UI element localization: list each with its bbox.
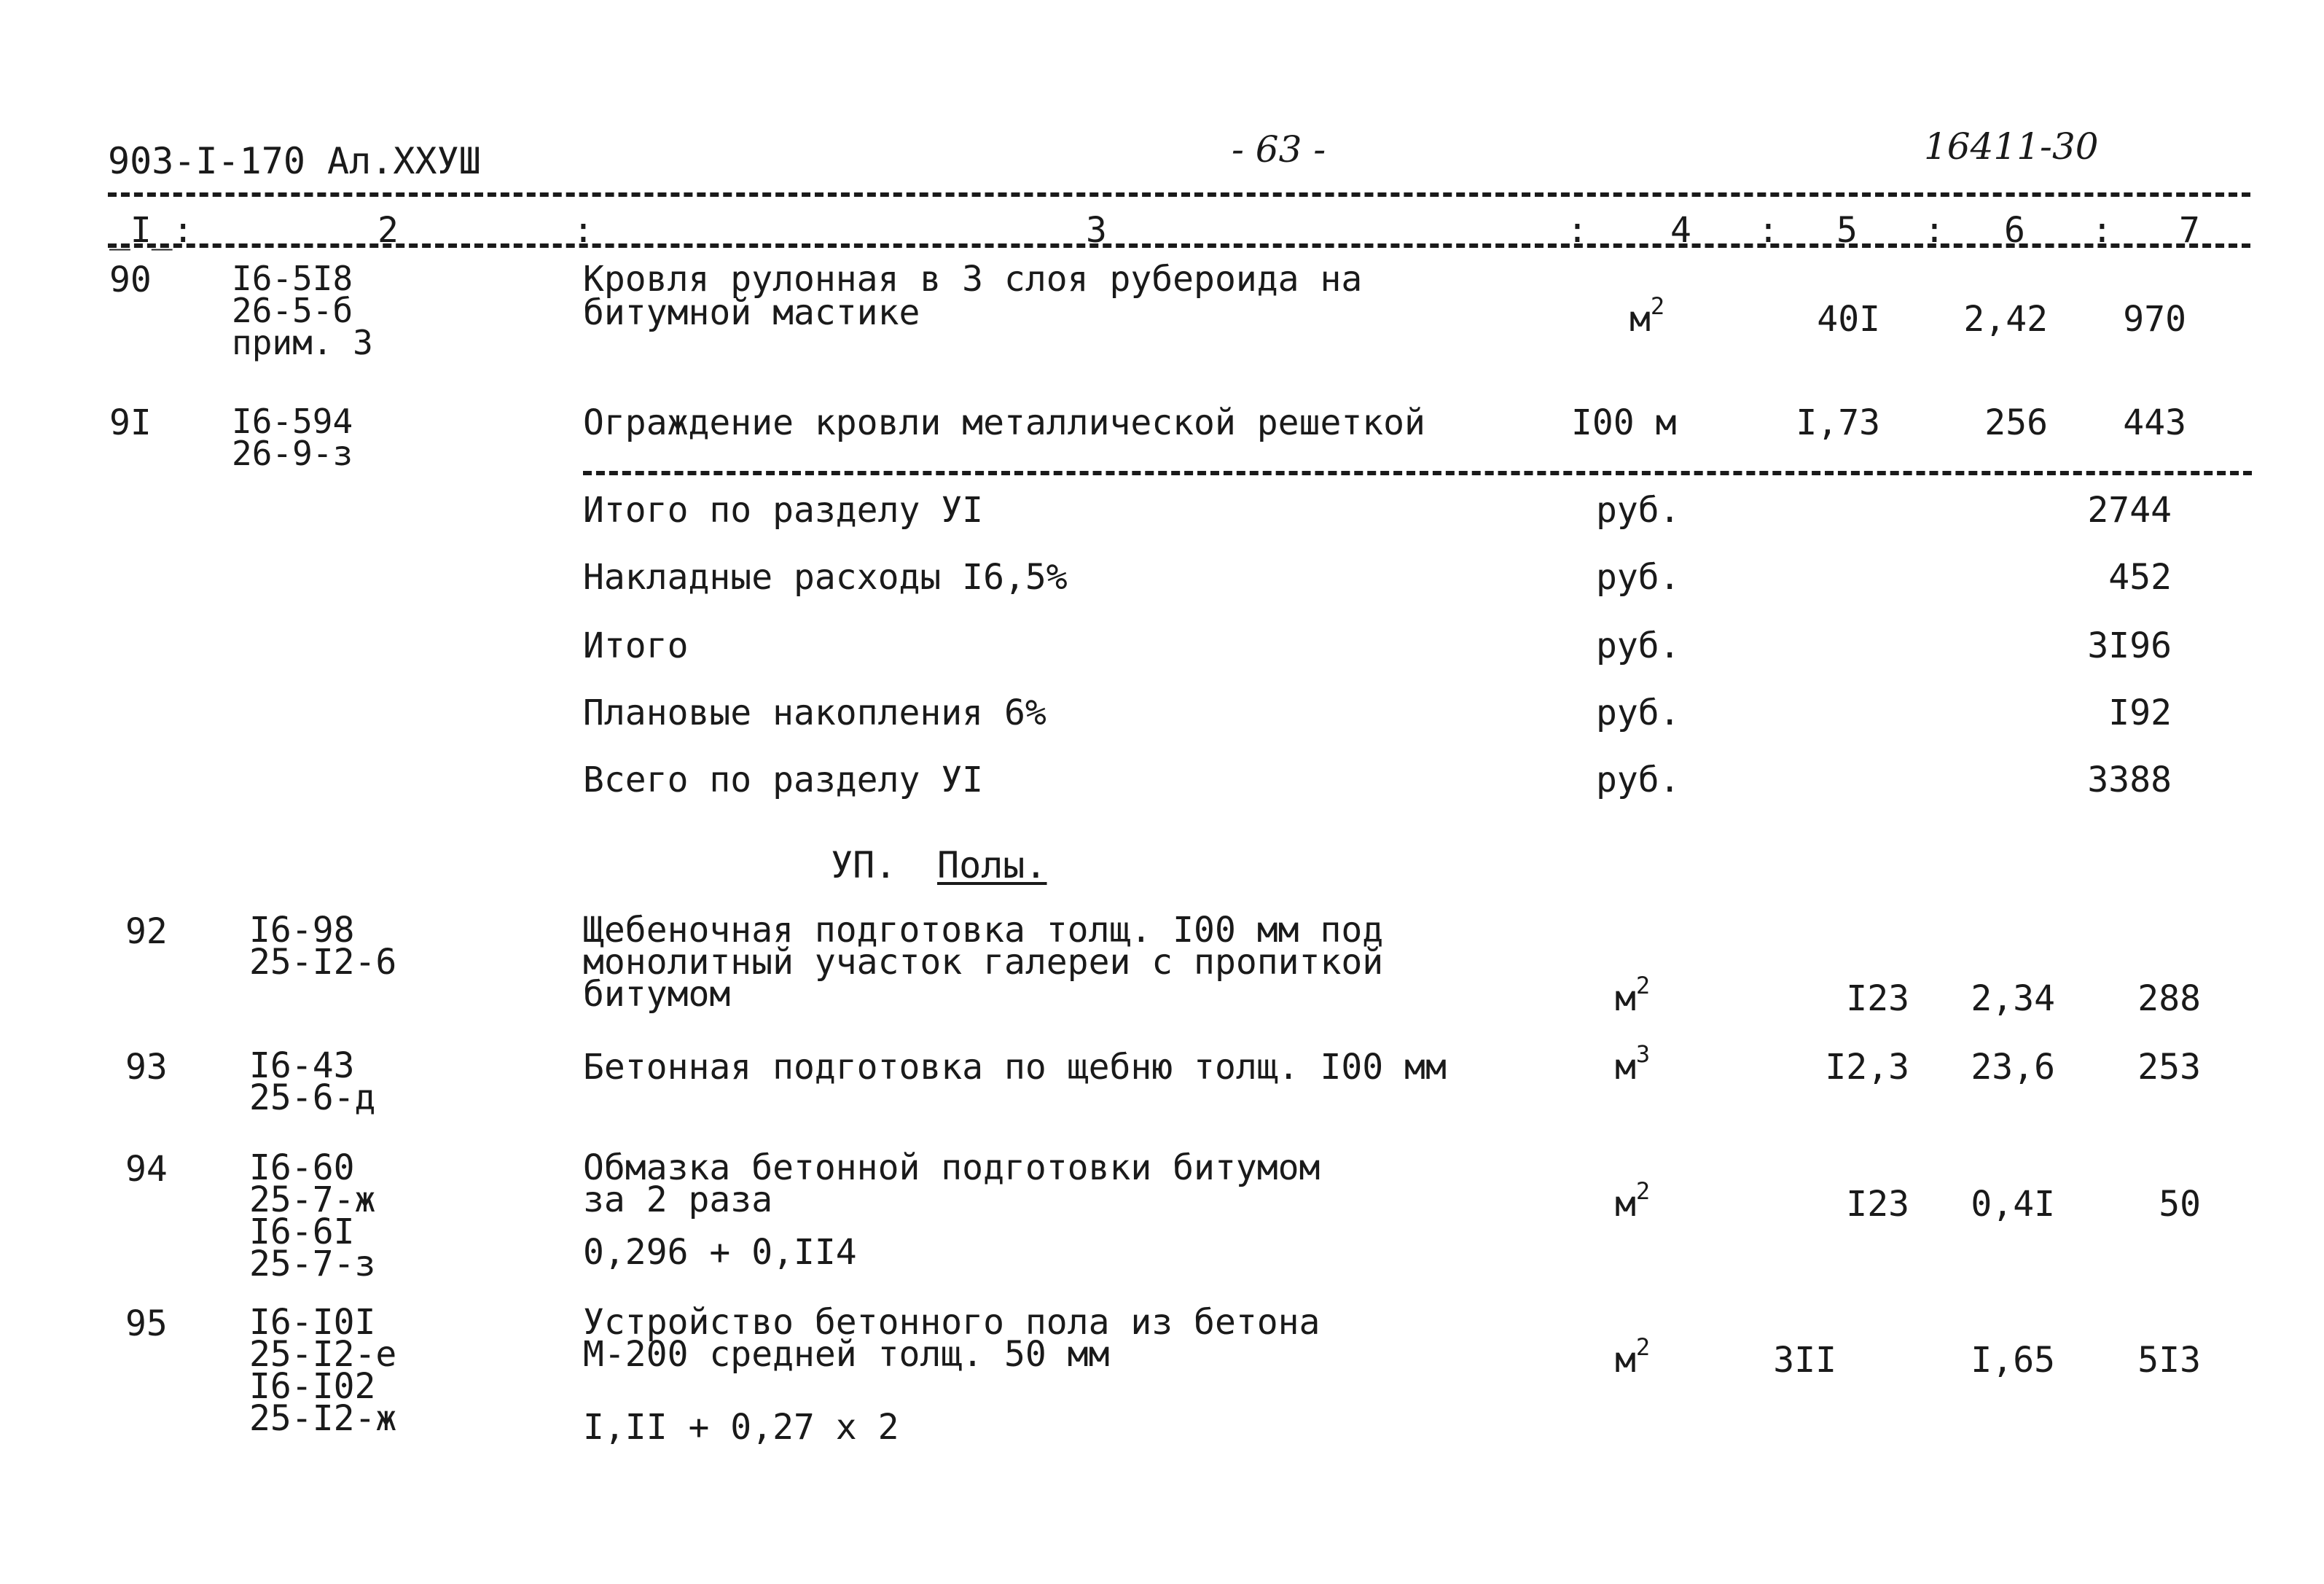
section-title: Полы.	[937, 844, 1047, 886]
document-code: 903-I-170 Ал.XXУШ	[108, 140, 481, 182]
summary-label: Всего по разделу УI	[583, 760, 984, 800]
row-codes: I6-43 25-6-д	[249, 1045, 376, 1118]
row-quantity: I23	[1846, 1184, 1909, 1225]
row-unit: $м^2$	[1615, 972, 1651, 1019]
column-header-underline	[108, 243, 2250, 248]
row-description: Щебеночная подготовка толщ. I00 мм под монолитный участок галереи с пропиткой битумом	[583, 910, 1384, 1015]
summary-label: Итого по разделу УI	[583, 490, 984, 531]
row-formula: I,II + 0,27 x 2	[583, 1407, 899, 1448]
row-quantity: 3II	[1773, 1340, 1836, 1381]
row-total: 288	[2137, 978, 2201, 1019]
summary-divider	[583, 471, 2252, 475]
summary-unit: руб.	[1596, 692, 1681, 733]
column-header-5: 5	[1836, 210, 1858, 251]
row-total: 253	[2137, 1047, 2201, 1088]
row-codes: I6-I0I 25-I2-е I6-I02 25-I2-ж	[249, 1302, 397, 1439]
row-total: 970	[2123, 299, 2186, 340]
row-total: 5I3	[2137, 1340, 2201, 1381]
column-separator: :	[1758, 210, 1779, 251]
row-description: Устройство бетонного пола из бетона М-200 средней толщ. 50 мм	[583, 1302, 1321, 1375]
page-number: - 63 -	[1232, 128, 1326, 171]
row-number: 93	[125, 1047, 168, 1088]
column-header-4: 4	[1670, 210, 1691, 251]
summary-total: 3388	[2087, 760, 2172, 800]
row-unit: $м^2$	[1629, 292, 1665, 340]
summary-total: 2744	[2087, 490, 2172, 531]
row-unit: I00 м	[1571, 402, 1677, 443]
row-quantity: I2,3	[1825, 1047, 1909, 1088]
row-unit-price: 23,6	[1971, 1047, 2055, 1088]
row-unit-price: 2,42	[1963, 299, 2048, 340]
summary-total: I92	[2108, 692, 2172, 733]
column-header-3: 3	[1086, 210, 1107, 251]
summary-total: 452	[2108, 557, 2172, 598]
summary-unit: руб.	[1596, 490, 1681, 531]
row-unit: $м^3$	[1615, 1040, 1651, 1088]
row-description: Обмазка бетонной подготовки битумом за 2 раза	[583, 1147, 1321, 1220]
row-quantity: I,73	[1796, 402, 1880, 443]
archive-number: 16411-30	[1924, 125, 2099, 168]
summary-label: Итого	[583, 625, 689, 666]
column-separator: :	[1924, 210, 1945, 251]
row-number: 95	[125, 1303, 168, 1344]
column-header-7: 7	[2179, 210, 2200, 251]
row-unit-price: 0,4I	[1971, 1184, 2055, 1225]
summary-unit: руб.	[1596, 760, 1681, 800]
column-separator: :	[2092, 210, 2113, 251]
row-description: Ограждение кровли металлической решеткой	[583, 402, 1425, 443]
row-unit-price: I,65	[1971, 1340, 2055, 1381]
summary-label: Накладные расходы I6,5%	[583, 557, 1068, 598]
row-unit: $м^2$	[1615, 1333, 1651, 1381]
row-description: Кровля рулонная в 3 слоя рубероида на битумной мастике	[583, 259, 1363, 333]
row-quantity: 40I	[1817, 299, 1880, 340]
row-codes: I6-60 25-7-ж I6-6I 25-7-з	[249, 1147, 376, 1284]
row-number: 90	[109, 260, 152, 300]
summary-unit: руб.	[1596, 557, 1681, 598]
row-number: 9I	[109, 402, 152, 443]
summary-unit: руб.	[1596, 625, 1681, 666]
header-divider	[108, 192, 2250, 197]
summary-total: 3I96	[2087, 625, 2172, 666]
row-total: 443	[2123, 402, 2186, 443]
row-unit-price: 256	[1984, 402, 2048, 443]
row-codes: I6-594 26-9-з	[232, 402, 353, 473]
row-codes: I6-98 25-I2-6	[249, 910, 397, 983]
column-header-2: 2	[377, 210, 399, 251]
row-formula: 0,296 + 0,II4	[583, 1232, 857, 1273]
summary-label: Плановые накопления 6%	[583, 692, 1046, 733]
row-total: 50	[2159, 1184, 2201, 1225]
row-unit-price: 2,34	[1971, 978, 2055, 1019]
row-codes: I6-5I8 26-5-б прим. 3	[232, 259, 373, 362]
row-quantity: I23	[1846, 978, 1909, 1019]
row-description: Бетонная подготовка по щебню толщ. I00 мм	[583, 1047, 1447, 1088]
row-number: 94	[125, 1149, 168, 1190]
row-unit: $м^2$	[1615, 1177, 1651, 1225]
column-header-6: 6	[2004, 210, 2025, 251]
column-separator: :	[573, 210, 594, 251]
row-number: 92	[125, 911, 168, 952]
section-number: УП.	[831, 844, 897, 886]
column-header-1: _I_:	[109, 210, 194, 251]
column-separator: :	[1567, 210, 1588, 251]
